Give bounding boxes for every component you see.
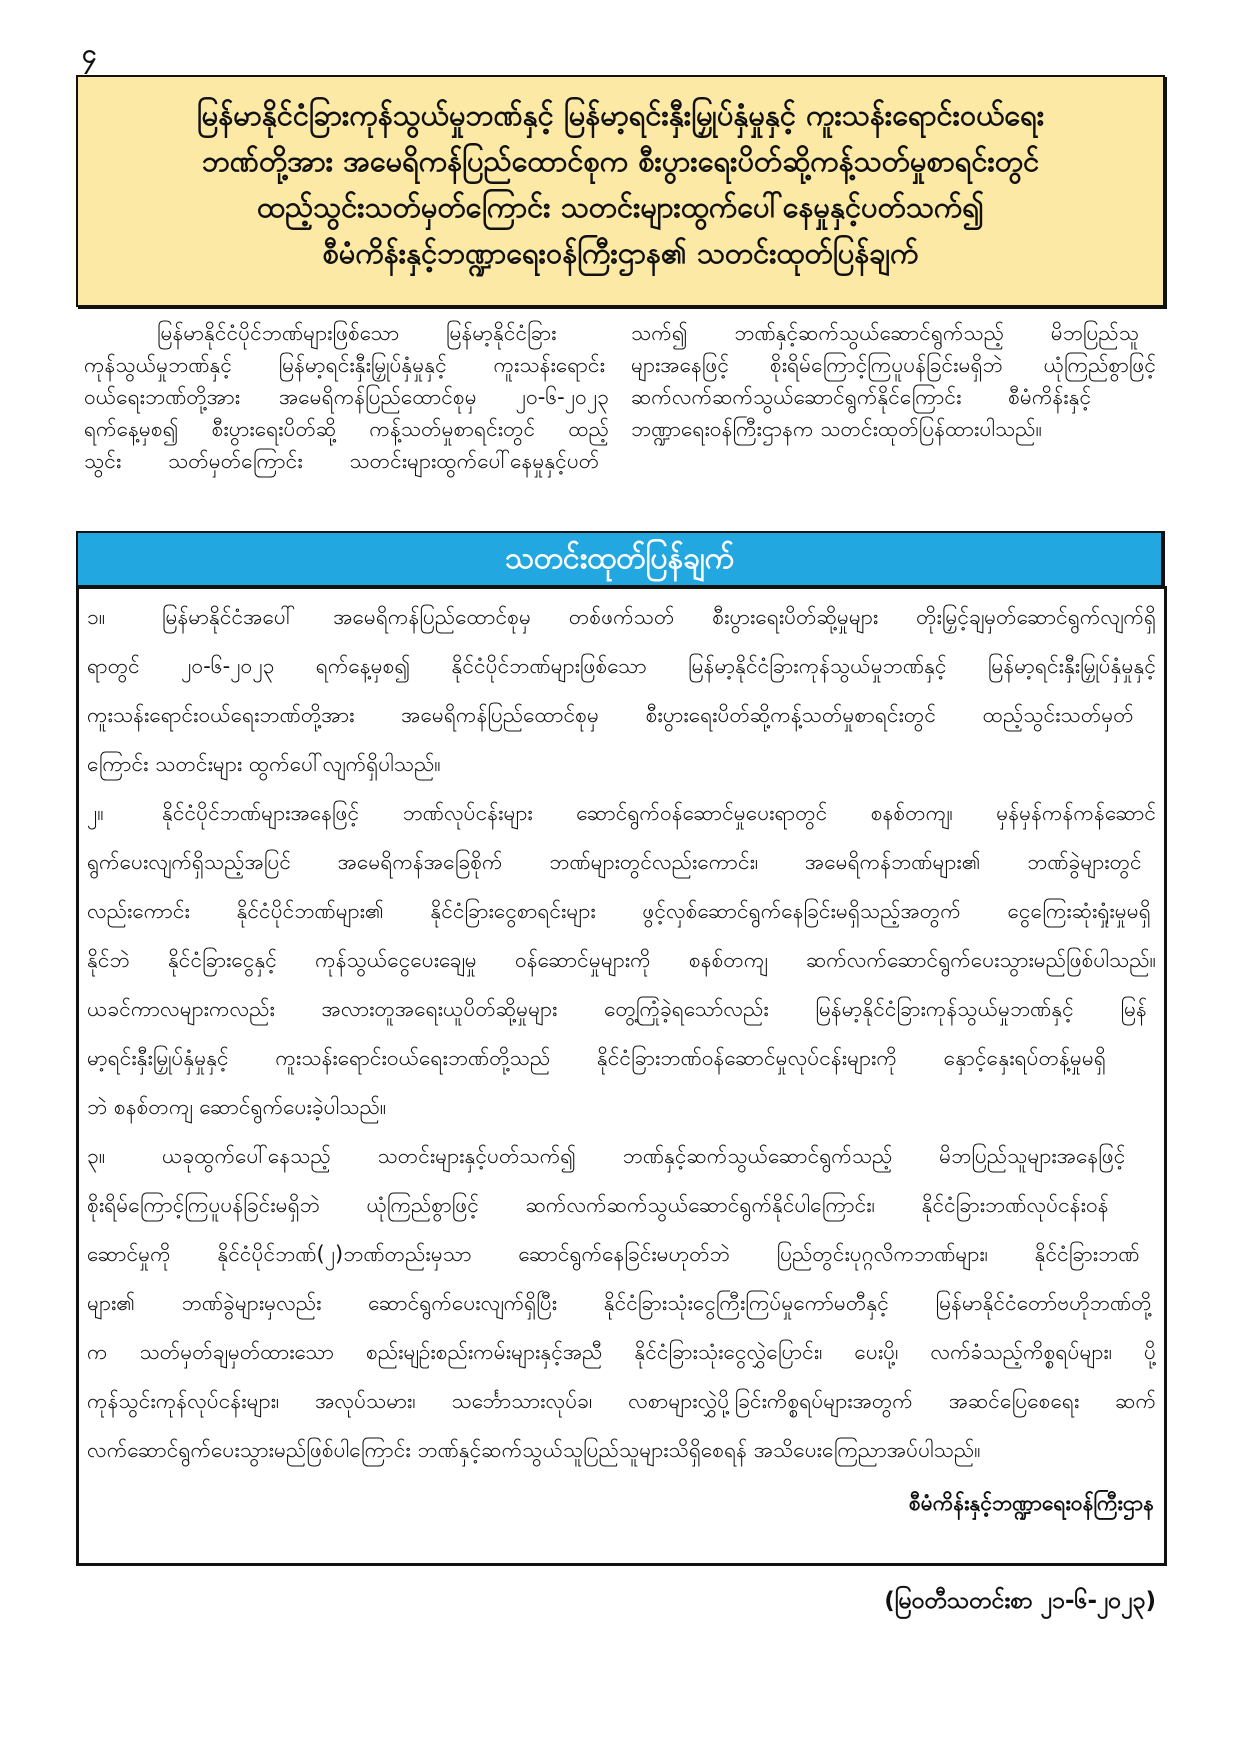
paragraph-line: မြန်မာနိုင်ငံအပေါ် အမေရိကန်ပြည်ထောင်စုမှ တစ်ဖက်သတ် စီးပွားရေးပိတ်ဆို့မှုများ တိုးမြှင့်ချမှတ်ဆောင်ရွက်လျက်ရှိ	[162, 605, 1156, 629]
summary-line: ဘဏ္ဍာရေးဝန်ကြီးဌာနက သတင်းထုတ်ပြန်ထားပါသည်။	[631, 417, 1042, 441]
paragraph-line: ရွက်ပေးလျက်ရှိသည့်အပြင် အမေရိကန်အခြေစိုက် ဘဏ်များတွင်လည်းကောင်း၊ အမေရိကန်ဘဏ်များ၏ ဘဏ်ခွဲများတွင်	[87, 850, 1142, 874]
paragraph-line: ယခုထွက်ပေါ်နေသည့် သတင်းများနှင့်ပတ်သက်၍ ဘဏ်နှင့်ဆက်သွယ်ဆောင်ရွက်သည့် မိဘပြည်သူများအနေဖြင့်	[162, 1144, 1126, 1168]
summary-line: ဆက်လက်ဆက်သွယ်ဆောင်ရွက်နိုင်ကြောင်း စီမံကိန်းနှင့်	[631, 385, 1092, 409]
summary-line: သွင်း သတ်မှတ်ကြောင်း သတင်းများထွက်ပေါ်နေမှုနှင့်ပတ်	[84, 449, 600, 473]
paragraph-line: နိုင်ငံပိုင်ဘဏ်များအနေဖြင့် ဘဏ်လုပ်ငန်းများ ဆောင်ရွက်ဝန်ဆောင်မှုပေးရာတွင် စနစ်တကျ၊ မှန်မှန်ကန်ကန်ဆောင်	[162, 801, 1156, 825]
headline-line: ထည့်သွင်းသတ်မှတ်ကြောင်း သတင်းများထွက်ပေါ်နေမှုနှင့်ပတ်သက်၍	[257, 190, 984, 224]
paragraph-line: မာ့ရင်းနှီးမြှုပ်နှံမှုနှင့် ကူးသန်းရောင်းဝယ်ရေးဘဏ်တို့သည် နိုင်ငံခြားဘဏ်ဝန်ဆောင်မှုလုပ်ငန်းများကို နှောင့်နှေးရပ်တန့်မှုမရှိ	[87, 1046, 1106, 1070]
paragraph-number: ၁။	[87, 605, 106, 629]
notice-paragraph-3	[87, 1132, 1156, 1475]
page-number: ၄	[82, 39, 97, 69]
paragraph-line: ရာတွင် ၂၀-၆-၂၀၂၃ ရက်နေ့မှစ၍ နိုင်ငံပိုင်ဘဏ်များဖြစ်သော မြန်မာ့နိုင်ငံခြားကုန်သွယ်မှုဘဏ်နှင့် မြန်မာ့ရင်းနှီးမြှုပ်နှံမှုနှင့်	[87, 654, 1156, 678]
paragraph-line: ဘဲ စနစ်တကျ ဆောင်ရွက်ပေးခဲ့ပါသည်။	[87, 1095, 387, 1119]
headline-line: မြန်မာနိုင်ငံခြားကုန်သွယ်မှုဘဏ်နှင့် မြန်မာ့ရင်းနှီးမြှုပ်နှံမှုနှင့် ကူးသန်းရောင်းဝယ်ရေး	[196, 98, 1045, 132]
headline-line: ဘဏ်တို့အား အမေရိကန်ပြည်ထောင်စုက စီးပွားရေးပိတ်ဆို့ကန့်သတ်မှုစာရင်းတွင်	[201, 144, 1040, 178]
summary-line: ကုန်သွယ်မှုဘဏ်နှင့် မြန်မာ့ရင်းနှီးမြှုပ်နှံမှုနှင့် ကူးသန်းရောင်း	[84, 353, 605, 377]
paragraph-line: လည်းကောင်း နိုင်ငံပိုင်ဘဏ်များ၏ နိုင်ငံခြားငွေစာရင်းများ ဖွင့်လှစ်ဆောင်ရွက်နေခြင်းမရှိသည့်အတွက် ငွေကြေးဆုံးရှုံးမှုမရှိ	[87, 899, 1151, 923]
headline-box	[76, 75, 1165, 307]
summary-left-column	[84, 317, 609, 477]
notice-box	[76, 586, 1167, 1566]
paragraph-line: များ၏ ဘဏ်ခွဲများမှလည်း ဆောင်ရွက်ပေးလျက်ရှိပြီး နိုင်ငံခြားသုံးငွေကြီးကြပ်မှုကော်မတီနှင့် မြန်မာနိုင်ငံတော်ဗဟိုဘဏ်တို့	[87, 1291, 1152, 1315]
paragraph-line: ကုန်သွင်းကုန်လုပ်ငန်းများ၊ အလုပ်သမား၊ သင်္ဘောသားလုပ်ခ၊ လစာများလွှဲပို့ခြင်းကိစ္စရပ်များအတွက် အဆင်ပြေစေရေး ဆက်	[87, 1389, 1156, 1413]
summary-line: သက်၍ ဘဏ်နှင့်ဆက်သွယ်ဆောင်ရွက်သည့် မိဘပြည်သူ	[631, 321, 1140, 345]
paragraph-line: က သတ်မှတ်ချမှတ်ထားသော စည်းမျဉ်းစည်းကမ်းများနှင့်အညီ နိုင်ငံခြားသုံးငွေလွှဲပြောင်း၊ ပေးပို့၊ လက်ခံသည့်ကိစ္စရပ်များ၊ ပို့	[87, 1340, 1156, 1364]
summary-line: ရက်နေ့မှစ၍ စီးပွားရေးပိတ်ဆို့ ကန့်သတ်မှုစာရင်းတွင် ထည့်	[84, 417, 609, 441]
notice-paragraph-2	[87, 789, 1156, 1132]
paragraph-first-row	[87, 789, 1156, 838]
paragraph-line: လက်ဆောင်ရွက်ပေးသွားမည်ဖြစ်ပါကြောင်း ဘဏ်နှင့်ဆက်သွယ်သူပြည်သူများသိရှိစေရန် အသိပေးကြေညာအပ်ပါသည်။	[87, 1438, 981, 1462]
paragraph-number: ၃။	[87, 1144, 106, 1168]
summary-section	[84, 317, 1156, 482]
paragraph-first-row	[87, 593, 1156, 642]
paragraph-line: ယခင်ကာလများကလည်း အလားတူအရေးယူပိတ်ဆို့မှုများ တွေ့ကြုံခဲ့ရသော်လည်း မြန်မာ့နိုင်ငံခြားကုန်သွယ်မှုဘဏ်နှင့် မြန်	[87, 997, 1147, 1021]
paragraph-line: နိုင်ဘဲ နိုင်ငံခြားငွေနှင့် ကုန်သွယ်ငွေပေးချေမှု ဝန်ဆောင်မှုများကို စနစ်တကျ ဆက်လက်ဆောင်ရွက်ပေးသွားမည်ဖြစ်ပါသည်။	[87, 948, 1156, 972]
summary-line: ဝယ်ရေးဘဏ်တို့အား အမေရိကန်ပြည်ထောင်စုမှ ၂၀-၆-၂၀၂၃	[84, 385, 609, 409]
paragraph-first-row	[87, 1132, 1156, 1181]
summary-line: မြန်မာနိုင်ငံပိုင်ဘဏ်များဖြစ်သော မြန်မာ့နိုင်ငံခြား	[157, 321, 557, 345]
paragraph-line: ကူးသန်းရောင်းဝယ်ရေးဘဏ်တို့အား အမေရိကန်ပြည်ထောင်စုမှ စီးပွားရေးပိတ်ဆို့ကန့်သတ်မှုစာရင်းတွင် ထည့်သွင်းသတ်မှတ်	[87, 703, 1134, 727]
notice-paragraph-1	[87, 593, 1156, 789]
paragraph-number: ၂။	[87, 801, 104, 825]
paragraph-line: စိုးရိမ်ကြောင့်ကြပူပန်ခြင်းမရှိဘဲ ယုံကြည်စွာဖြင့် ဆက်လက်ဆက်သွယ်ဆောင်ရွက်နိုင်ပါကြောင်း၊ နိုင်ငံခြားဘဏ်လုပ်ငန်းဝန်	[87, 1193, 1109, 1217]
headline-line: စီမံကိန်းနှင့်ဘဏ္ဍာရေးဝန်ကြီးဌာန၏ သတင်းထုတ်ပြန်ချက်	[322, 236, 919, 270]
paragraph-line: ကြောင်း သတင်းများ ထွက်ပေါ်လျက်ရှိပါသည်။	[87, 752, 441, 776]
paragraph-line: ဆောင်မှုကို နိုင်ငံပိုင်ဘဏ်(၂)ဘဏ်တည်းမှသာ ဆောင်ရွက်နေခြင်းမဟုတ်ဘဲ ပြည်တွင်းပုဂ္ဂလိကဘဏ်များ၊ နိုင်ငံခြားဘဏ်	[87, 1242, 1140, 1266]
source-citation: (မြဝတီသတင်းစာ ၂၁-၆-၂၀၂၃)	[884, 1588, 1156, 1614]
signature: စီမံကိန်းနှင့်ဘဏ္ဍာရေးဝန်ကြီးဌာန	[908, 1491, 1154, 1515]
summary-line: များအနေဖြင့် စိုးရိမ်ကြောင့်ကြပူပန်ခြင်းမရှိဘဲ ယုံကြည်စွာဖြင့်	[631, 353, 1156, 377]
notice-heading-bar: သတင်းထုတ်ပြန်ချက်	[76, 531, 1163, 587]
summary-right-column	[631, 317, 1156, 445]
